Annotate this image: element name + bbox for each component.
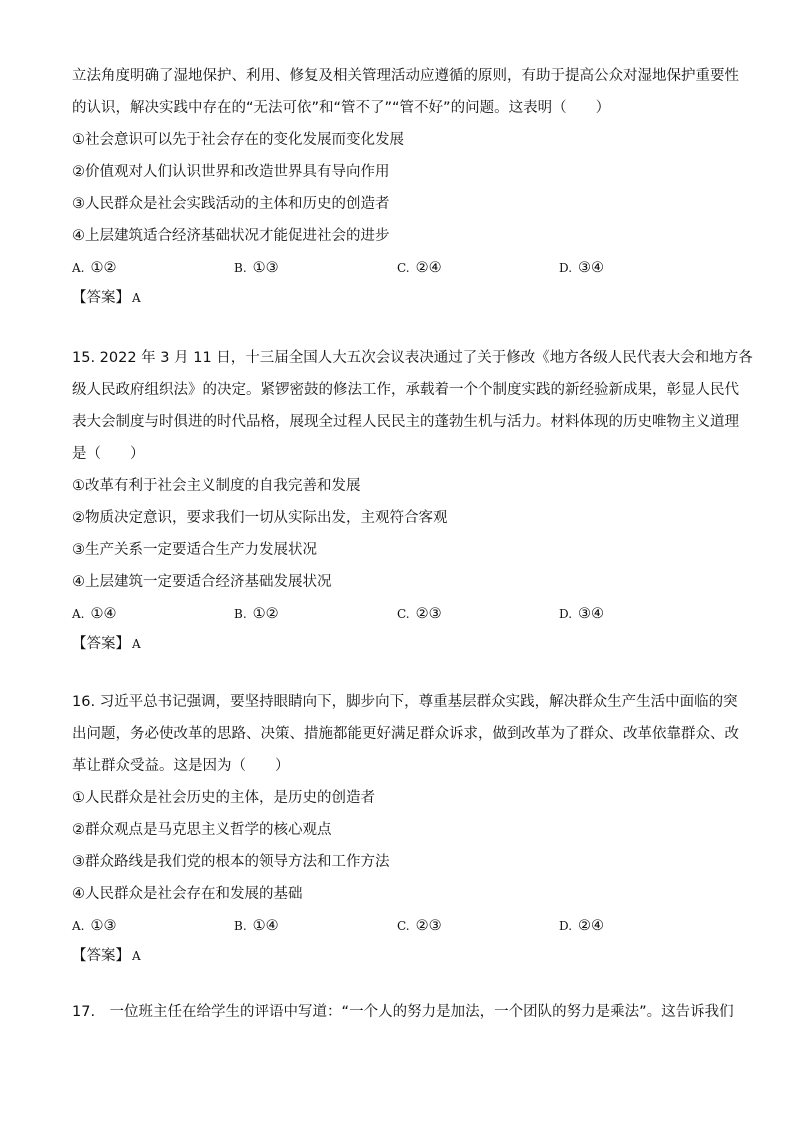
question-17 [72,996,734,1028]
answer-label: 【答案】 [72,290,130,306]
statement-item: ④上层建筑适合经济基础状况才能促进社会的进步 [72,228,390,244]
statement-item: ①社会意识可以先于社会存在的变化发展而变化发展 [72,132,404,148]
statement-item: ①人民群众是社会历史的主体，是历史的创造者 [72,790,375,806]
answer-line [72,630,724,658]
question-stem-line: 出问题，务必使改革的思路、决策、措施都能更好满足群众诉求，做到改革为了群众、改革依靠群众、改 [72,726,739,742]
statement-item: ②群众观点是马克思主义哲学的核心观点 [72,822,332,838]
answer-label: 【答案】 [72,636,130,652]
question-15 [72,342,753,658]
answer-options [72,910,724,942]
answer-value: A [132,637,141,651]
option-c: C. ②④ [397,260,442,276]
question-stem-line: 16. 习近平总书记强调，要坚持眼睛向下，脚步向下，尊重基层群众实践，解决群众生产生活中面临的突 [72,694,738,710]
question-stem-line: 的认识，解决实践中存在的“无法可依”和“管不了”“管不好”的问题。这表明（ ） [72,100,611,116]
statement-item: ②物质决定意识，要求我们一切从实际出发，主观符合客观 [72,510,448,526]
answer-value: A [132,949,141,963]
statement-item: ④人民群众是社会存在和发展的基础 [72,886,303,902]
question-14 [72,60,739,312]
statement-item: ③生产关系一定要适合生产力发展状况 [72,542,317,558]
statement-item: ③人民群众是社会实践活动的主体和历史的创造者 [72,196,390,212]
option-c: C. ②③ [397,918,442,934]
question-stem-line: 是（ ） [72,446,145,462]
option-d: D. ③④ [559,606,605,622]
answer-value: A [132,291,141,305]
question-stem-line: 表大会制度与时俱进的时代品格，展现全过程人民民主的蓬勃生机与活力。材料体现的历史唯物主义道理 [72,414,739,430]
option-b: B. ①② [234,606,279,622]
answer-options [72,252,724,284]
option-a: A. ①③ [72,918,117,934]
option-d: D. ③④ [559,260,605,276]
option-b: B. ①③ [234,260,279,276]
question-stem-line: 15. 2022 年 3 月 11 日，十三届全国人大五次会议表决通过了关于修改《地方各级人民代表大会和地方各 [72,350,753,366]
question-stem-line: 17. 一位班主任在给学生的评语中写道：“一个人的努力是加法，一个团队的努力是乘法”。这告诉我们 [72,1004,734,1020]
answer-line [72,942,724,970]
option-a: A. ①② [72,260,117,276]
option-c: C. ②③ [397,606,442,622]
statement-item: ①改革有利于社会主义制度的自我完善和发展 [72,478,361,494]
option-d: D. ②④ [559,918,605,934]
option-b: B. ①④ [234,918,279,934]
question-stem-line: 革让群众受益。这是因为（ ） [72,758,290,774]
answer-line [72,284,724,312]
question-16 [72,686,739,970]
question-stem-line: 立法角度明确了湿地保护、利用、修复及相关管理活动应遵循的原则，有助于提高公众对湿地保护重要性 [72,68,739,84]
statement-item: ②价值观对人们认识世界和改造世界具有导向作用 [72,164,390,180]
answer-options [72,598,724,630]
statement-item: ④上层建筑一定要适合经济基础发展状况 [72,574,332,590]
option-a: A. ①④ [72,606,117,622]
question-stem-line: 级人民政府组织法》的决定。紧锣密鼓的修法工作，承载着一个个制度实践的新经验新成果，彰显人民代 [72,382,739,398]
statement-item: ③群众路线是我们党的根本的领导方法和工作方法 [72,854,390,870]
answer-label: 【答案】 [72,948,130,964]
